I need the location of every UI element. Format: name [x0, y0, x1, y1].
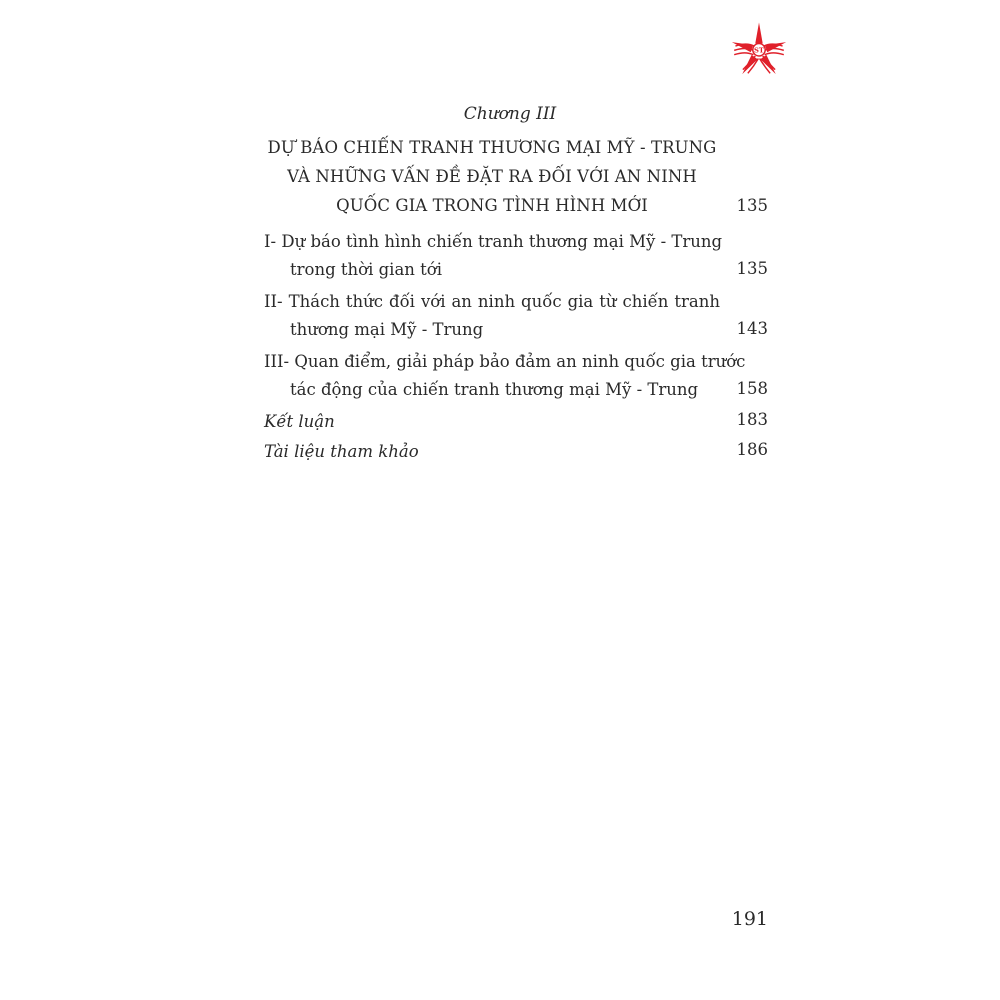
toc-entry-title-cont: thương mại Mỹ - Trung: [290, 320, 484, 339]
toc-entry: [264, 228, 723, 284]
toc-entry-title: Kết luận: [264, 412, 335, 431]
toc-entry-page: 183: [736, 410, 768, 429]
chapter-label: Chương III: [463, 104, 557, 124]
chapter-title: [262, 133, 722, 220]
toc-entry-title: II- Thách thức đối với an ninh quốc gia từ chiến tranh: [264, 292, 720, 311]
toc-entry-title-cont: trong thời gian tới: [290, 260, 442, 279]
toc-entry: [264, 288, 720, 344]
chapter-title-line: VÀ NHỮNG VẤN ĐỀ ĐẶT RA ĐỐI VỚI AN NINH: [287, 167, 697, 186]
toc-entry-title: III- Quan điểm, giải pháp bảo đảm an ninh quốc gia trước: [264, 352, 746, 371]
toc-entry-conclusion: [264, 408, 720, 436]
toc-entry-title: I- Dự báo tình hình chiến tranh thương mại Mỹ - Trung: [264, 232, 723, 251]
toc-entry-title-cont: tác động của chiến tranh thương mại Mỹ - Trung: [290, 380, 699, 399]
chapter-page-number: 135: [736, 196, 768, 215]
svg-text:ST: ST: [754, 46, 764, 55]
toc-entry-page: 158: [736, 379, 768, 398]
toc-entry-page: 135: [736, 259, 768, 278]
star-emblem-icon: [728, 20, 790, 82]
page-number: 191: [731, 908, 768, 930]
chapter-title-line: QUỐC GIA TRONG TÌNH HÌNH MỚI: [336, 196, 648, 215]
toc-entry-page: 186: [736, 440, 768, 459]
toc-entry: [264, 348, 746, 404]
toc-entry-references: [264, 438, 720, 466]
chapter-title-line: DỰ BÁO CHIẾN TRANH THƯƠNG MẠI MỸ - TRUNG: [267, 138, 717, 157]
toc-entry-page: 143: [736, 319, 768, 338]
toc-entry-title: Tài liệu tham khảo: [264, 442, 419, 461]
